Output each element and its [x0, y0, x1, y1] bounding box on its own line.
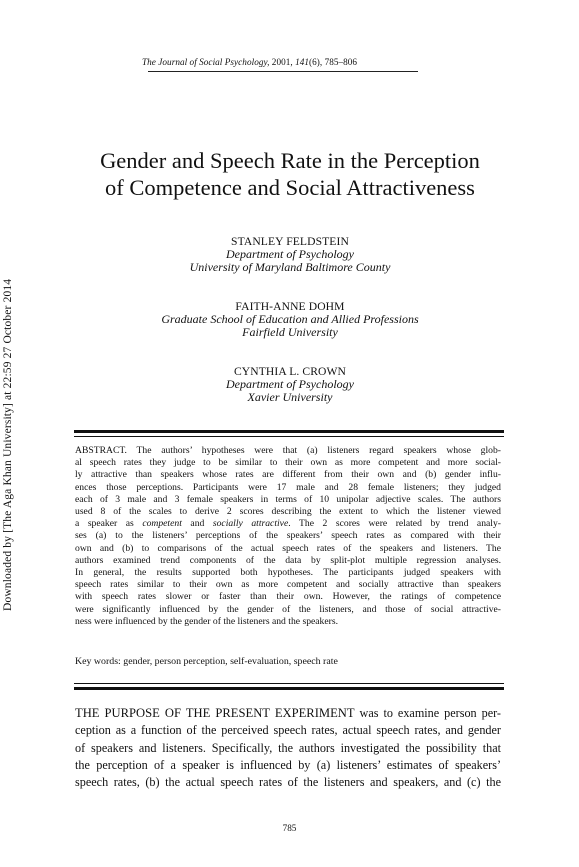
author-department: Department of Psychology [226, 377, 354, 392]
abstract-line: ness were influenced by the gender of the listeners and the speakers. [75, 615, 338, 627]
abstract-line: ences those perceptions. Participants were 17 male and 28 female listeners; they judged [75, 481, 501, 493]
journal-volume: 141 [295, 57, 310, 67]
body-line: of speakers and listeners. Specifically, the authors investigated the possibility that [75, 740, 501, 755]
abstract [75, 445, 501, 628]
page-number: 785 [282, 823, 297, 833]
author-3 [60, 365, 520, 405]
journal-citation [142, 57, 442, 67]
body-text: was to examine person per- [354, 706, 501, 720]
body-top-rule-thick [74, 687, 504, 690]
abstract-line: authors examined trend components of the data by split-plot multiple regression analyses. [75, 554, 501, 566]
abstract-line: ABSTRACT. The authors’ hypotheses were that (a) listeners regard speakers whose glob- [75, 445, 501, 456]
author-institution: Xavier University [247, 390, 333, 405]
author-department: Department of Psychology [226, 247, 354, 262]
keywords: Key words: gender, person perception, self-evaluation, speech rate [75, 656, 338, 667]
download-watermark: Downloaded by [The Aga Khan University] at 22:59 27 October 2014 [2, 278, 14, 612]
author-name: CYNTHIA L. CROWN [233, 365, 347, 378]
abstract-line: ses (a) to the listeners’ perceptions of the speakers’ speech rates as compared with their [75, 530, 501, 542]
title-line-1: Gender and Speech Rate in the Perception [100, 148, 480, 173]
abstract-emphasis-competent: competent [142, 518, 182, 530]
journal-year: 2001, [269, 57, 296, 67]
author-1 [60, 235, 520, 275]
article-title [60, 147, 520, 201]
journal-issue-pages: (6), 785–806 [309, 57, 358, 67]
body-line: speech rates, (b) the actual speech rates of the listeners and speakers, and (c) the [75, 775, 501, 790]
author-institution: Fairfield University [242, 325, 338, 340]
abstract-line: own and (b) to comparisons of the actual speech rates of the speakers and listeners. The [75, 542, 501, 554]
abstract-line: each of 3 male and 3 female speakers in terms of 10 unipolar adjective scales. The authors [75, 493, 501, 505]
abstract-line: were significantly influenced by the gender of the listeners, and those of social attractive- [75, 603, 501, 615]
body-paragraph [75, 705, 501, 791]
author-name: FAITH-ANNE DOHM [235, 300, 345, 313]
abstract-line: al speech rates they judge to be similar to their own as more competent and more social- [75, 457, 501, 469]
abstract-text: and [181, 518, 213, 530]
body-line [75, 705, 501, 722]
abstract-top-rule-thick [74, 430, 504, 433]
abstract-top-rule-thin [74, 436, 504, 437]
abstract-line: In general, the results supported both hypotheses. The participants judged speakers with [75, 567, 501, 579]
lead-in-caps: THE PURPOSE OF THE PRESENT EXPERIMENT [75, 706, 355, 720]
abstract-line: speech rates similar to their own as more competent and socially attractive than speakers [75, 579, 501, 591]
author-2 [60, 300, 520, 340]
abstract-line [75, 518, 501, 530]
abstract-text: a speaker as [75, 518, 143, 530]
body-top-rule-thin [74, 683, 504, 684]
author-institution: University of Maryland Baltimore County [189, 260, 391, 275]
author-department: Graduate School of Education and Allied Professions [161, 312, 419, 327]
journal-underline [148, 71, 418, 72]
abstract-text: . The 2 scores were related by trend analy- [288, 518, 501, 530]
abstract-line: used 8 of the scales to derive 2 scores describing the extent to which the listener viewed [75, 506, 501, 518]
abstract-line: ly attractive than speakers whose rates are different from their own and (b) gender influ- [75, 469, 501, 481]
abstract-emphasis-social: socially attractive [212, 518, 289, 530]
title-line-2: of Competence and Social Attractiveness [105, 175, 475, 200]
journal-name: The Journal of Social Psychology, [142, 57, 270, 67]
author-name: STANLEY FELDSTEIN [231, 235, 349, 248]
body-line: the perception of a speaker is influenced by (a) listeners’ estimates of speakers’ [75, 757, 501, 772]
body-line: ception as a function of the perceived speech rates, actual speech rates, and gender [75, 723, 501, 738]
abstract-line: with speech rates slower or faster than their own. However, the ratings of competence [75, 591, 501, 603]
